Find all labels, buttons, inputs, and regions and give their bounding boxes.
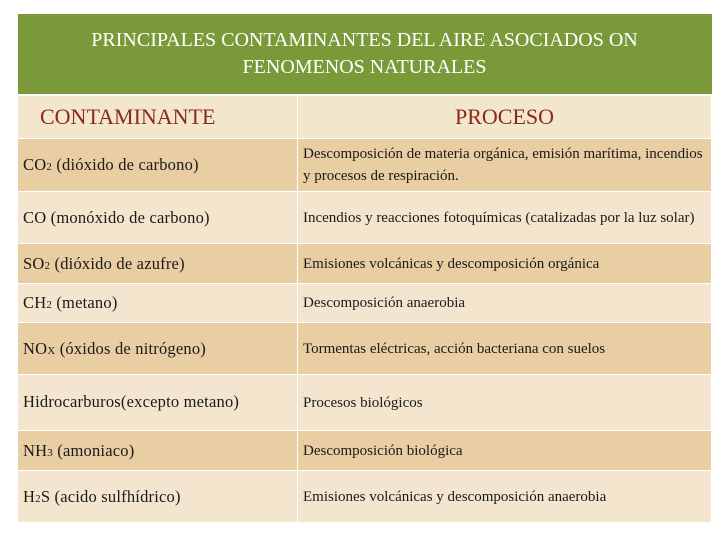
contaminant-name: CO (monóxido de carbono) (18, 192, 298, 244)
process-description: Descomposición anaerobia (298, 284, 712, 323)
header-row (18, 95, 712, 139)
process-description: Descomposición de materia orgánica, emisión marítima, incendios y procesos de respiración. (298, 139, 712, 192)
process-description: Incendios y reacciones fotoquímicas (catalizadas por la luz solar) (298, 192, 712, 244)
contaminant-name: Hidrocarburos(excepto metano) (18, 375, 298, 431)
contaminants-table (17, 14, 712, 523)
table-row (18, 431, 712, 471)
table-row (18, 471, 712, 523)
table-row (18, 244, 712, 284)
process-description: Emisiones volcánicas y descomposición orgánica (298, 244, 712, 284)
process-description: Emisiones volcánicas y descomposición anaerobia (298, 471, 712, 523)
table-row (18, 139, 712, 192)
contaminants-table-container (17, 14, 712, 523)
table-row (18, 284, 712, 323)
contaminant-name: CH2 (metano) (18, 284, 298, 323)
contaminant-name: NH3 (amoniaco) (18, 431, 298, 471)
table-row (18, 192, 712, 244)
contaminant-name: CO2 (dióxido de carbono) (18, 139, 298, 192)
header-contaminante: CONTAMINANTE (18, 95, 298, 139)
contaminant-name: H2S (acido sulfhídrico) (18, 471, 298, 523)
process-description: Descomposición biológica (298, 431, 712, 471)
table-row (18, 323, 712, 375)
process-description: Tormentas eléctricas, acción bacteriana con suelos (298, 323, 712, 375)
table-row (18, 375, 712, 431)
header-proceso: PROCESO (298, 95, 712, 139)
contaminant-name: SO2 (dióxido de azufre) (18, 244, 298, 284)
table-title: PRINCIPALES CONTAMINANTES DEL AIRE ASOCIADOS ON FENOMENOS NATURALES (18, 14, 712, 95)
contaminant-name: NOX (óxidos de nitrógeno) (18, 323, 298, 375)
title-row (18, 14, 712, 95)
process-description: Procesos biológicos (298, 375, 712, 431)
